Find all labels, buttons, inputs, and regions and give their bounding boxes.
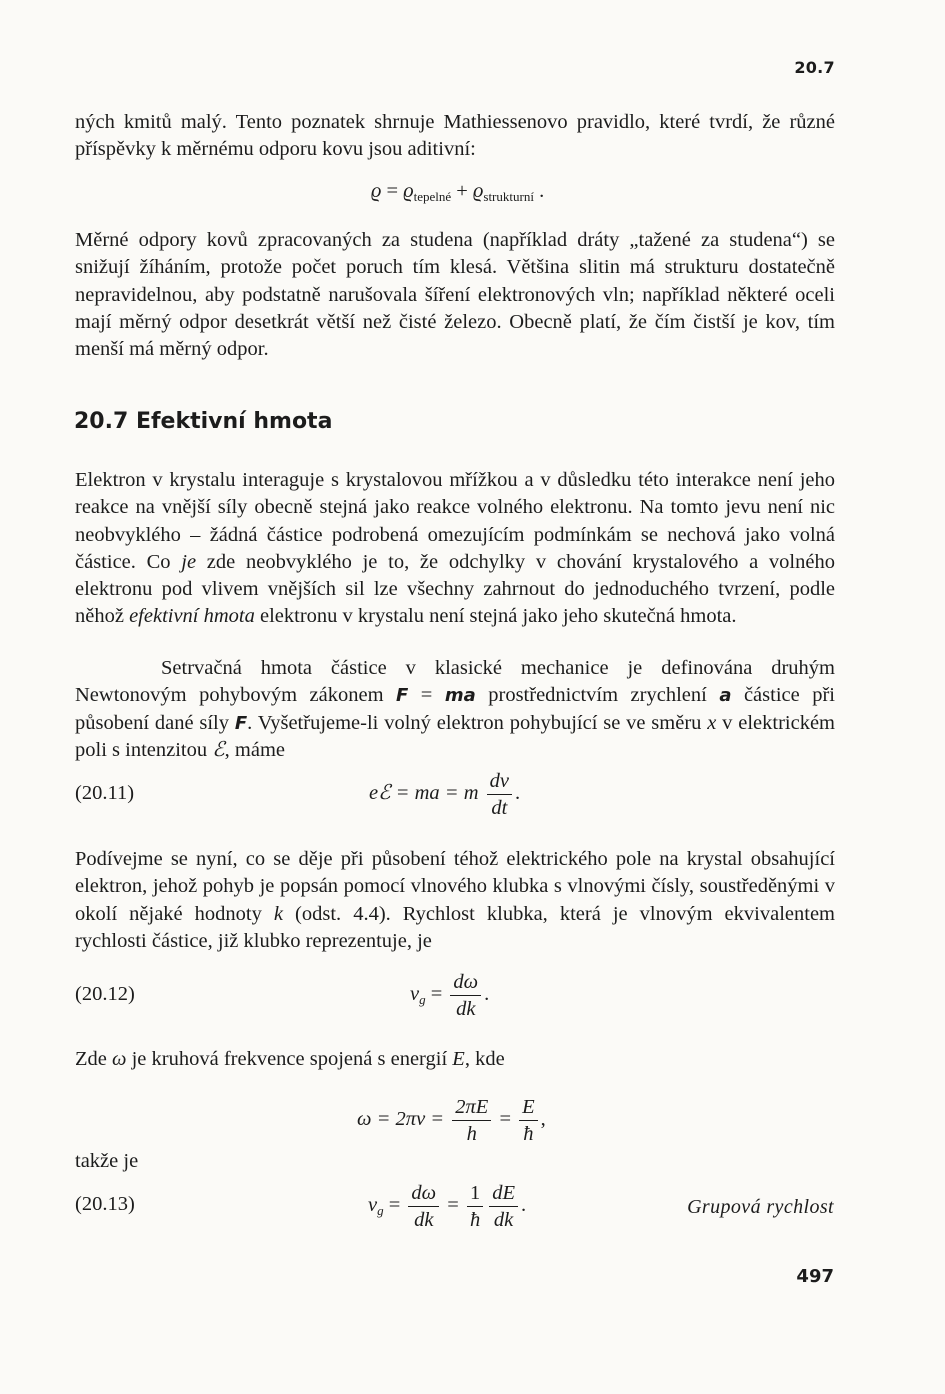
- section-heading: 20.7 Efektivní hmota: [74, 409, 333, 434]
- paragraph-wave-packet: Podívejme se nyní, co se děje při působení téhož elektrického pole na krystal obsahující elektron, jehož pohyb je popsán pomocí vlnového klubka s vlnovými čísly, soustředěnými v okolí nějaké hodnoty k (odst. 4.4). Rychlost klubka, která je vlnovým ekvivalentem rychlosti částice, již klubko reprezentuje, je: [75, 848, 835, 952]
- paragraph-newton: Setrvačná hmota částice v klasické mechanice je definována druhým Newtonovým pohybovým zákonem F = ma prostřednictvím zrychlení a částice při působení dané síly F. Vyšetřujeme-li volný elektron pohybující se ve směru x v elektrickém poli s intenzitou ℰ, máme: [75, 657, 835, 761]
- margin-note-group-velocity: Grupová rychlost: [687, 1196, 834, 1218]
- paragraph-omega: Zde ω je kruhová frekvence spojená s energií E, kde: [75, 1048, 505, 1070]
- running-header: 20.7: [794, 58, 835, 77]
- paragraph-intro: ných kmitů malý. Tento poznatek shrnuje Mathiessenovo pravidlo, které tvrdí, že různé příspěvky k měrnému odporu kovu jsou aditivní:: [75, 111, 835, 161]
- paragraph-thus: takže je: [75, 1150, 139, 1172]
- equation-20-13: $v_g$ = $\frac{d\omega}{dk}$ = $\frac{1}{ħ}$ $\frac{dE}{dk}$ .: [368, 1182, 527, 1231]
- equation-number-20-13: (20.13): [75, 1193, 135, 1215]
- paragraph-effective-mass: Elektron v krystalu interaguje s krystalovou mřížkou a v důsledku této interakce není jeho reakce na vnější síly obecně stejná jako reakce volného elektronu. Na tomto jevu není nic neobvyklého – žádná částice podrobená omezujícím podmínkám se nechová jako volná částice. Co je zde neobvyklého je to, že odchylky v chování krystalového a volného elektronu pod vlivem vnějších sil lze všechny zahrnout do jednoduchého tvrzení, podle něhož efektivní hmota elektronu v krystalu není stejná jako jeho skutečná hmota.: [75, 469, 835, 628]
- page-number: 497: [796, 1266, 834, 1287]
- equation-resistivity: $ϱ = ϱ_{tepelné} + ϱ_{strukturní}$ .: [371, 180, 545, 204]
- equation-20-11: eℰ = ma = m $\frac{dv}{dt}$ .: [369, 770, 521, 819]
- paragraph-cold-worked: Měrné odpory kovů zpracovaných za studena (například dráty „tažené za studena“) se snižují žíháním, protože počet poruch tím klesá. Většina slitin má strukturu dostatečně nepravidelnou, aby podstatně narušovala šíření elektronových vln; například některé oceli mají měrný odpor desetkrát větší než čisté železo. Obecně platí, že čím čistší je kov, tím menší má měrný odpor.: [75, 229, 835, 361]
- equation-20-12: $v_g$ = $\frac{d\omega}{dk}$ .: [410, 971, 490, 1020]
- equation-number-20-12: (20.12): [75, 983, 135, 1005]
- equation-number-20-11: (20.11): [75, 782, 135, 804]
- equation-omega: ω = 2πν = $\frac{2\pi E}{h}$ = $\frac{E}{ħ}$ ,: [357, 1096, 546, 1145]
